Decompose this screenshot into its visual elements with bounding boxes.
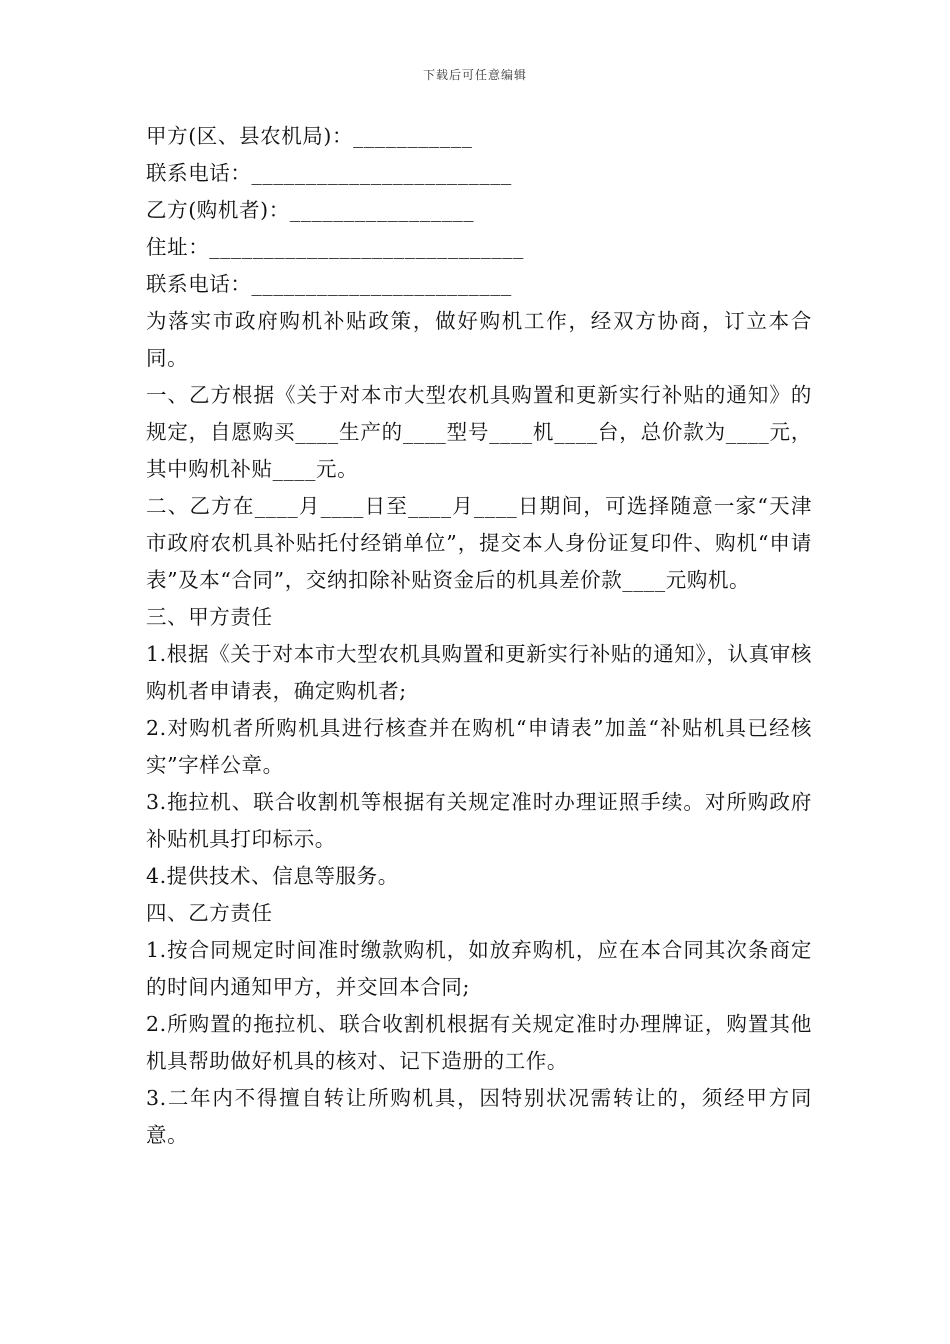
- section-4-title: 四、乙方责任: [146, 901, 273, 925]
- address-field: 住址：_____________________________: [146, 235, 524, 259]
- section-3-item: 4.提供技术、信息等服务。: [146, 864, 399, 888]
- party-a-phone-field: 联系电话：________________________: [146, 161, 512, 185]
- section-4-item: 2.所购置的拖拉机、联合收割机根据有关规定准时办理牌证，购置其他机具帮助做好机具的核对、记下造册的工作。: [146, 1012, 812, 1073]
- clause-2: 二、乙方在____月____日至____月____日期间，可选择随意一家“天津市政府农机具补贴托付经销单位”，提交本人身份证复印件、购机“申请表”及本“合同”，交纳扣除补贴资金后的机具差价款____元购机。: [146, 494, 812, 592]
- section-3-item: 2.对购机者所购机具进行核查并在购机“申请表”加盖“补贴机具已经核实”字样公章。: [146, 716, 812, 777]
- clause-1: 一、乙方根据《关于对本市大型农机具购置和更新实行补贴的通知》的规定，自愿购买____生产的____型号____机____台，总价款为____元，其中购机补贴____元。: [146, 383, 812, 481]
- party-b-phone-field: 联系电话：________________________: [146, 272, 512, 296]
- party-a-field: 甲方(区、县农机局)：___________: [146, 124, 473, 148]
- section-3-title: 三、甲方责任: [146, 605, 273, 629]
- section-4-item: 1.按合同规定时间准时缴款购机，如放弃购机，应在本合同其次条商定的时间内通知甲方，并交回本合同;: [146, 938, 812, 999]
- intro-paragraph: 为落实市政府购机补贴政策，做好购机工作，经双方协商，订立本合同。: [146, 309, 812, 370]
- section-4-item: 3.二年内不得擅自转让所购机具，因特别状况需转让的，须经甲方同意。: [146, 1086, 812, 1147]
- section-3-item: 1.根据《关于对本市大型农机具购置和更新实行补贴的通知》，认真审核购机者申请表，确定购机者;: [146, 642, 812, 703]
- section-3-item: 3.拖拉机、联合收割机等根据有关规定准时办理证照手续。对所购政府补贴机具打印标示。: [146, 790, 812, 851]
- header-note: 下载后可任意编辑: [422, 68, 527, 82]
- party-b-field: 乙方(购机者)：_________________: [146, 198, 475, 222]
- contract-body: [146, 118, 812, 1154]
